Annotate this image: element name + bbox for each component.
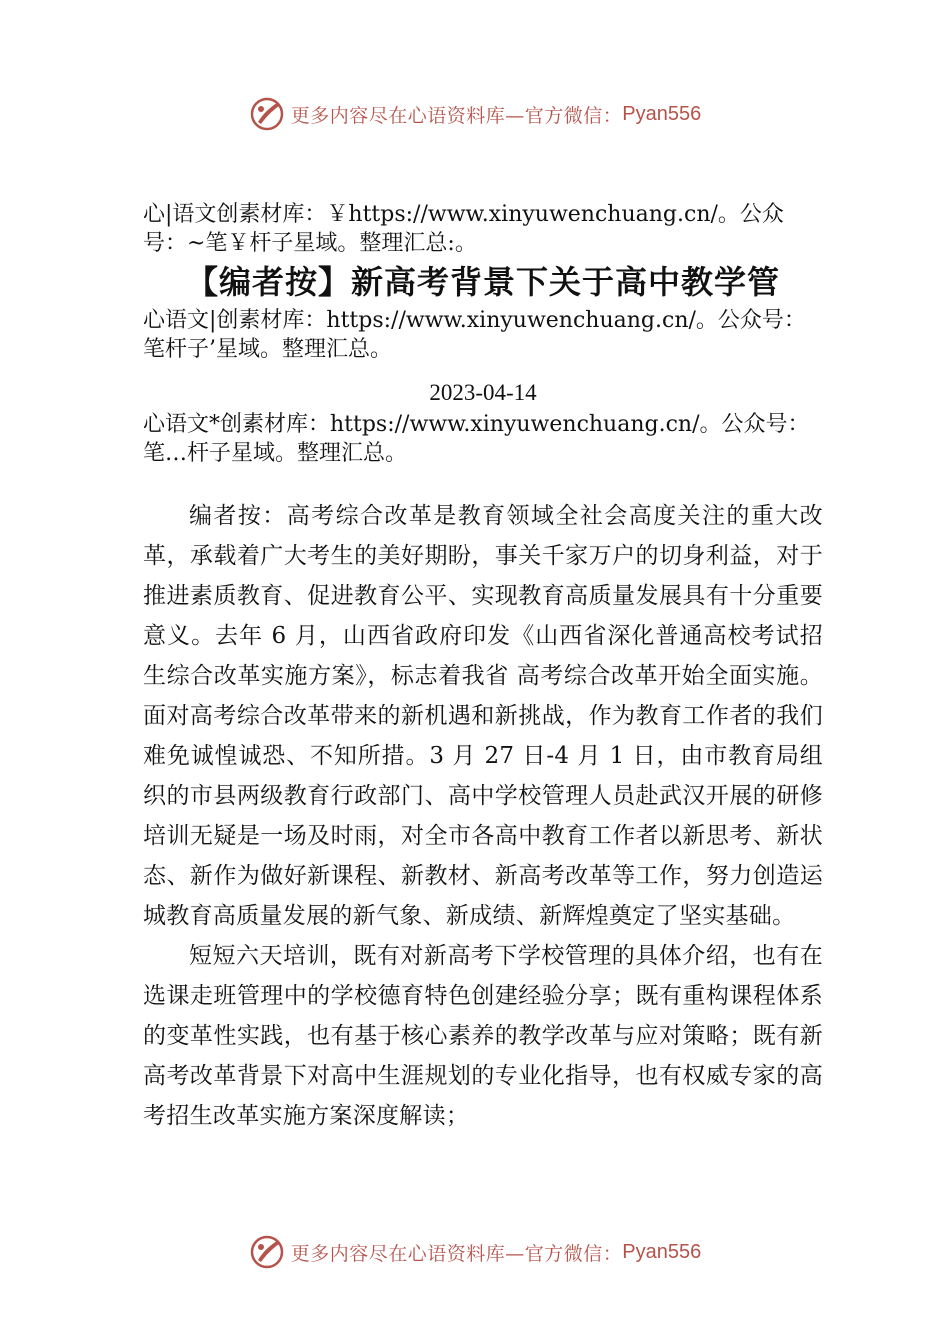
footer-banner-text: 更多内容尽在心语资料库—官方微信：	[290, 1242, 623, 1265]
publish-date: 2023-04-14	[429, 380, 537, 405]
body-paragraph-2: 短短六天培训，既有对新高考下学校管理的具体介绍，也有在选课走班管理中的学校德育特色创建经验分享；既有重构课程体系的变革性实践，也有基于核心素养的教学改革与应对策略；既有新高考改革背景下对高中生涯规划的专业化指导，也有权威专家的高考招生改革实施方案深度解读；	[143, 943, 823, 1129]
document-body	[143, 200, 823, 1136]
source-note-3: 心语文*创素材库：https://www.xinyuwenchuang.cn/。公众号：笔…杆子星域。整理汇总。	[143, 412, 810, 466]
header-banner-text: 更多内容尽在心语资料库—官方微信：	[290, 104, 623, 127]
header-banner	[0, 94, 950, 134]
header-banner-handle: Pyan556	[622, 102, 702, 125]
footer-banner-handle: Pyan556	[622, 1240, 702, 1263]
page-title: 【编者按】新高考背景下关于高中教学管	[185, 263, 780, 301]
source-note-2: 心语文|创素材库：https://www.xinyuwenchuang.cn/。公众号：笔杆子’星域。整理汇总。	[143, 308, 806, 362]
body-paragraph-1: 编者按：高考综合改革是教育领域全社会高度关注的重大改革，承载着广大考生的美好期盼，事关千家万户的切身利益，对于推进素质教育、促进教育公平、实现教育高质量发展具有十分重要意义。去年 6 月，山西省政府印发《山西省深化普通高校考试招生综合改革实施方案》，标志着我省 高考综合改革开始全面实施。面对高考综合改革带来的新机遇和新挑战，作为教育工作者的我们难免诚惶诚恐、不知所措。3 月 27 日-4 月 1 日，由市教育局组织的市县两级教育行政部门、高中学校管理人员赴武汉开展的研修培训无疑是一场及时雨，对全市各高中教育工作者以新思考、新状态、新作为做好新课程、新教材、新高考改革等工作，努力创造运城教育高质量发展的新气象、新成绩、新辉煌奠定了坚实基础。	[143, 503, 823, 929]
source-note-1: 心|语文创素材库：￥https://www.xinyuwenchuang.cn/。公众号：~笔￥杆子星域。整理汇总:。	[143, 202, 784, 256]
footer-banner	[0, 1232, 950, 1272]
brush-logo-icon	[249, 96, 285, 132]
brush-logo-icon	[249, 1234, 285, 1270]
